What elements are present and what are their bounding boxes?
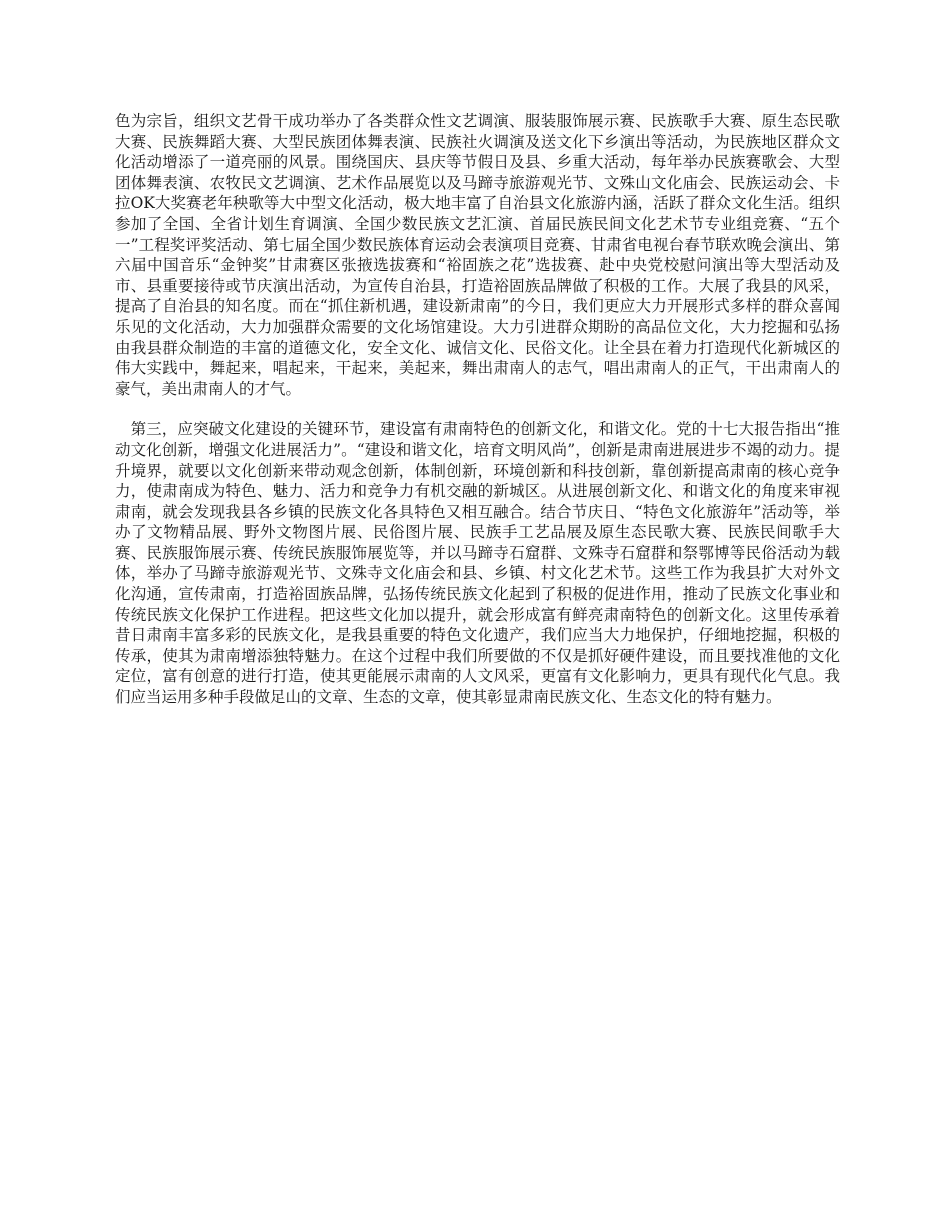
document-body (115, 111, 840, 708)
paragraph-1: 色为宗旨，组织文艺骨干成功举办了各类群众性文艺调演、服装服饰展示赛、民族歌手大赛、原生态民歌大赛、民族舞蹈大赛、大型民族团体舞表演、民族社火调演及送文化下乡演出等活动，为民族地区群众文化活动增添了一道亮丽的风景。围绕国庆、县庆等节假日及县、乡重大活动，每年举办民族赛歌会、大型团体舞表演、农牧民文艺调演、艺术作品展览以及马蹄寺旅游观光节、文殊山文化庙会、民族运动会、卡拉OK大奖赛老年秧歌等大中型文化活动，极大地丰富了自治县文化旅游内涵，活跃了群众文化生活。组织参加了全国、全省计划生育调演、全国少数民族文艺汇演、首届民族民间文化艺术节专业组竞赛、“五个一”工程奖评奖活动、第七届全国少数民族体育运动会表演项目竞赛、甘肃省电视台春节联欢晚会演出、第六届中国音乐“金钟奖”甘肃赛区张掖选拔赛和“裕固族之花”选拔赛、赴中央党校慰问演出等大型活动及市、县重要接待或节庆演出活动，为宣传自治县，打造裕固族品牌做了积极的工作。大展了我县的风采，提高了自治县的知名度。而在“抓住新机遇，建设新肃南”的今日，我们更应大力开展形式多样的群众喜闻乐见的文化活动，大力加强群众需要的文化场馆建设。大力引进群众期盼的高品位文化，大力挖掘和弘扬由我县群众制造的丰富的道德文化，安全文化、诚信文化、民俗文化。让全县在着力打造现代化新城区的伟大实践中，舞起来，唱起来，干起来，美起来，舞出肃南人的志气，唱出肃南人的正气，干出肃南人的豪气，美出肃南人的才气。 (115, 112, 840, 398)
paragraph-2: 第三，应突破文化建设的关键环节，建设富有肃南特色的创新文化，和谐文化。党的十七大报告指出“推动文化创新，增强文化进展活力”。“建设和谐文化，培育文明风尚”，创新是肃南进展进步不竭的动力。提升境界，就要以文化创新来带动观念创新，体制创新，环境创新和科技创新，靠创新提高肃南的核心竞争力，使肃南成为特色、魅力、活力和竞争力有机交融的新城区。从进展创新文化、和谐文化的角度来审视肃南，就会发现我县各乡镇的民族文化各具特色又相互融合。结合节庆日、“特色文化旅游年”活动等，举办了文物精品展、野外文物图片展、民俗图片展、民族手工艺品展及原生态民歌大赛、民族民间歌手大赛、民族服饰展示赛、传统民族服饰展览等，并以马蹄寺石窟群、文殊寺石窟群和祭鄂博等民俗活动为载体，举办了马蹄寺旅游观光节、文殊寺文化庙会和县、乡镇、村文化艺术节。这些工作为我县扩大对外文化沟通，宣传肃南，打造裕固族品牌，弘扬传统民族文化起到了积极的促进作用，推动了民族文化事业和传统民族文化保护工作进程。把这些文化加以提升，就会形成富有鲜亮肃南特色的创新文化。这里传承着昔日肃南丰富多彩的民族文化，是我县重要的特色文化遗产，我们应当大力地保护，仔细地挖掘，积极的传承，使其为肃南增添独特魅力。在这个过程中我们所要做的不仅是抓好硬件建设，而且要找准他的文化定位，富有创意的进行打造，使其更能展示肃南的人文风采，更富有文化影响力，更具有现代化气息。我们应当运用多种手段做足山的文章、生态的文章，使其彰显肃南民族文化、生态文化的特有魅力。 (115, 420, 840, 707)
